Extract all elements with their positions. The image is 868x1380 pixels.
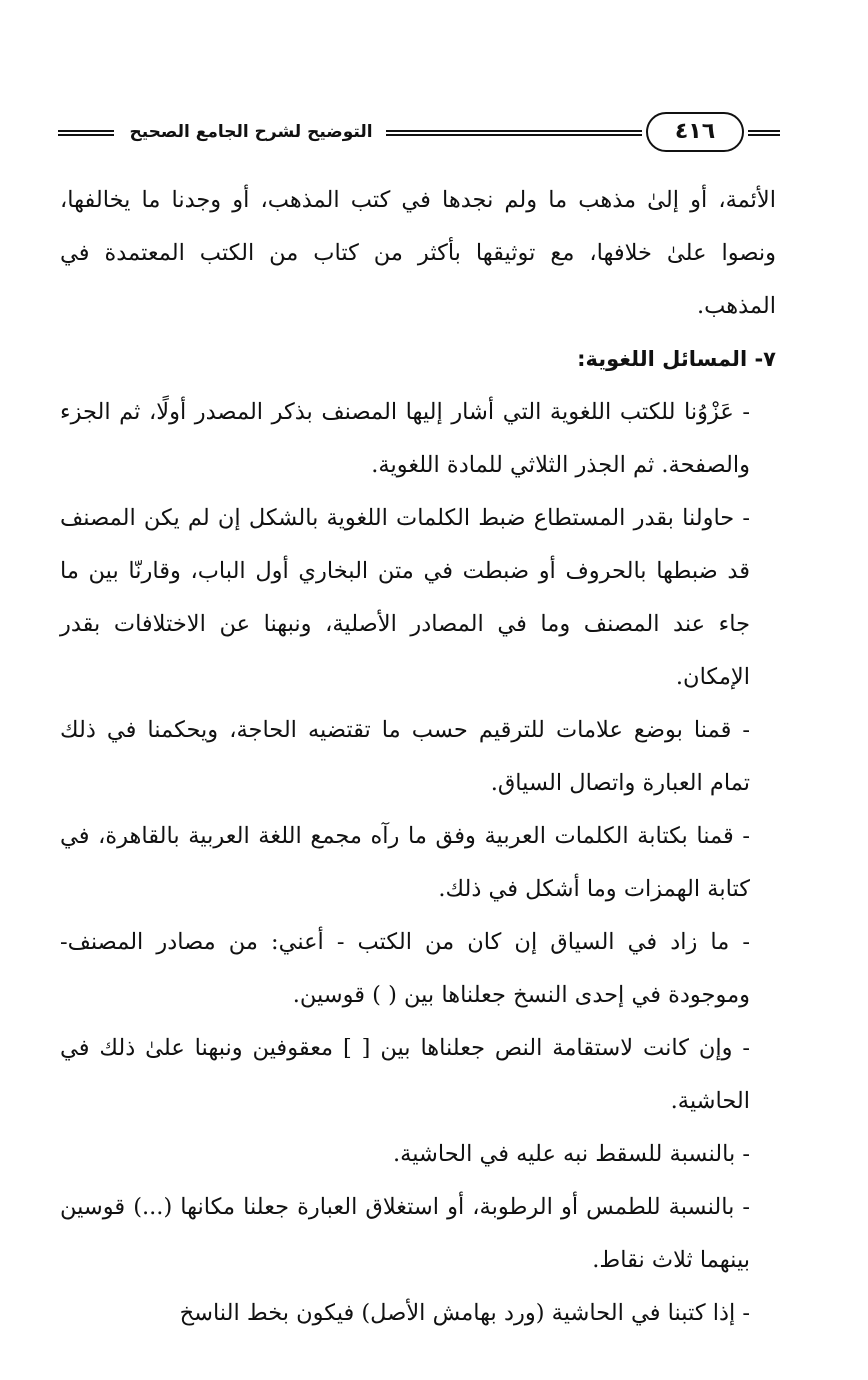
paragraph-illegible-text: - بالنسبة للطمس أو الرطوبة، أو استغلاق العبارة جعلنا مكانها (...) قوسين بينهما ثلاث نقاط. [60,1194,750,1273]
section-heading-linguistic-issues: ٧- المسائل اللغوية: [577,347,776,371]
paragraph-parentheses: - ما زاد في السياق إن كان من الكتب - أعني: من مصادر المصنف- وموجودة في إحدى النسخ جعلناها بين ( ) قوسين. [60,929,750,1008]
book-title: التوضيح لشرح الجامع الصحيح [129,122,373,142]
paragraph-omissions: - بالنسبة للسقط نبه عليه في الحاشية. [392,1141,750,1167]
header-rule-left [58,130,114,136]
body-text [60,174,776,1340]
paragraph-square-brackets: - وإن كانت لاستقامة النص جعلناها بين [ ] معقوفين ونبهنا علىٰ ذلك في الحاشية. [60,1035,750,1114]
page-number: ٤١٦ [674,119,716,144]
paragraph-madhhab-sources: الأئمة، أو إلىٰ مذهب ما ولم نجدها في كتب المذهب، أو وجدنا ما يخالفها، ونصوا علىٰ خلافها، مع توثيقها بأكثر من كتاب من الكتب المعتمدة في المذهب. [60,187,776,319]
paragraph-linguistic-references: - عَزْوُنا للكتب اللغوية التي أشار إليها المصنف بذكر المصدر أولًا، ثم الجزء والصفحة. ثم الجذر الثلاثي للمادة اللغوية. [60,399,750,478]
paragraph-diacritics: - حاولنا بقدر المستطاع ضبط الكلمات اللغوية بالشكل إن لم يكن المصنف قد ضبطها بالحروف أو ضبطت في متن البخاري أول الباب، وقارنّا بين ما جاء عند المصنف وما في المصادر الأصلية، ونبهنا عن الاختلافات بقدر الإمكان. [60,505,750,690]
page-number-badge [646,112,744,152]
header-rule-right [748,130,780,136]
paragraph-punctuation: - قمنا بوضع علامات للترقيم حسب ما تقتضيه الحاجة، ويحكمنا في ذلك تمام العبارة واتصال السياق. [60,717,750,796]
running-header [58,112,780,158]
paragraph-margin-notes: - إذا كتبنا في الحاشية (ورد بهامش الأصل) فيكون بخط الناسخ [179,1300,750,1326]
paragraph-orthography: - قمنا بكتابة الكلمات العربية وفق ما رآه مجمع اللغة العربية بالقاهرة، في كتابة الهمزات وما أشكل في ذلك. [60,823,750,902]
header-rule-middle [386,130,642,136]
